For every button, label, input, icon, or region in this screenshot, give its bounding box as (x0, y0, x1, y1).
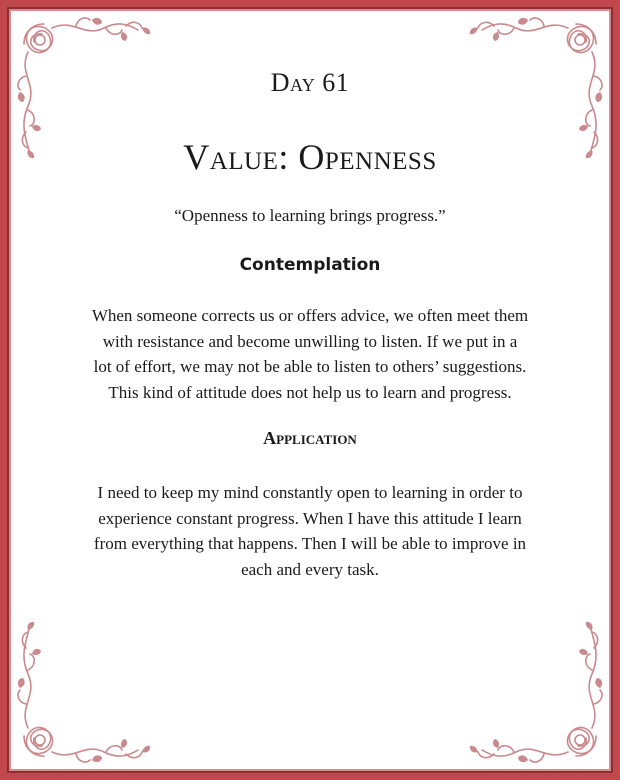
corner-ornament-bottom-right (466, 596, 606, 766)
contemplation-line: This kind of attitude does not help us to learn and progress. (108, 382, 512, 402)
contemplation-line: When someone corrects us or offers advice, we often meet them (91, 306, 529, 325)
contemplation-heading: Contemplation (239, 255, 381, 275)
application-line: from everything that happens. Then I will be able to improve in (93, 534, 527, 553)
corner-ornament-bottom-left (14, 596, 154, 766)
application-line: each and every task. (241, 559, 379, 579)
contemplation-line: with resistance and become unwilling to listen. If we put in a (102, 331, 518, 351)
quote: “Openness to learning brings progress.” (174, 206, 446, 225)
application-text (40, 480, 580, 582)
contemplation-line: lot of effort, we may not be able to listen to others’ suggestions. (93, 357, 527, 376)
day-number: Day 61 (270, 68, 350, 97)
application-line: I need to keep my mind constantly open to learning in order to (97, 483, 523, 502)
application-heading: Application (263, 428, 357, 448)
contemplation-text (40, 303, 580, 405)
application-line: experience constant progress. When I have this attitude I learn (98, 508, 522, 528)
value-title: Value: Openness (183, 137, 437, 177)
